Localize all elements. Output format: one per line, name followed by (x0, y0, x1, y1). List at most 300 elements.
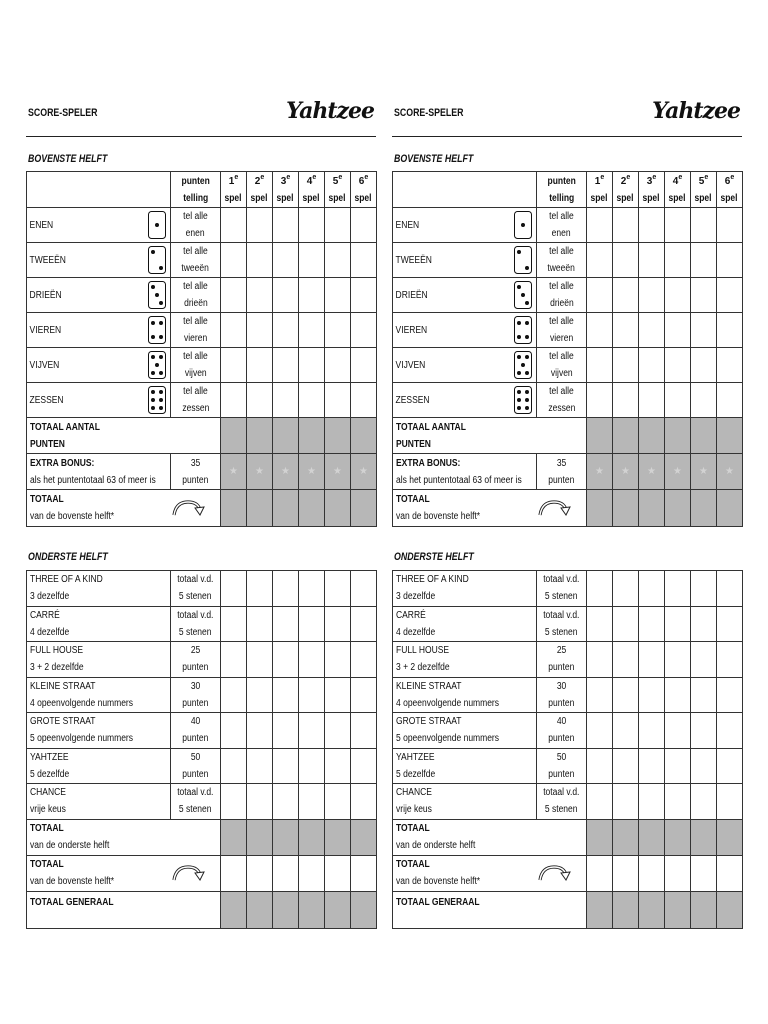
score-card (26, 98, 376, 908)
score-cell[interactable] (717, 784, 743, 820)
score-cell[interactable] (587, 571, 613, 607)
score-cell-shaded (639, 418, 665, 454)
score-cell[interactable] (717, 313, 743, 348)
upper-row-name-cell (393, 278, 537, 313)
score-cell[interactable] (613, 383, 639, 418)
score-cell[interactable] (351, 713, 377, 749)
total-points-row (393, 418, 743, 454)
score-cell-shaded (665, 418, 691, 454)
score-cell-shaded (587, 819, 613, 855)
score-cell[interactable] (691, 348, 717, 383)
score-cell[interactable] (639, 383, 665, 418)
curved-arrow-icon (172, 499, 220, 517)
bonus-label: EXTRA BONUS: als het puntentotaal 63 of meer is (27, 454, 171, 490)
score-cell[interactable] (665, 208, 691, 243)
score-cell[interactable] (717, 383, 743, 418)
upper-row-scoring-rule: tel alle tweeën (537, 243, 587, 278)
total-points-label: TOTAAL AANTAL PUNTEN (27, 418, 221, 454)
score-cell[interactable] (717, 642, 743, 678)
header-row (27, 172, 377, 208)
score-cell[interactable] (613, 748, 639, 784)
blank-header-cell (27, 172, 171, 208)
score-cell-shaded (691, 819, 717, 855)
upper-row-name-cell (393, 348, 537, 383)
game-column-header: 6e spel (717, 172, 743, 208)
bonus-star-cell (587, 454, 613, 490)
score-cell[interactable] (665, 313, 691, 348)
score-cell[interactable] (587, 243, 613, 278)
upper-row (393, 243, 743, 278)
lower-row-name: CARRÉ (30, 609, 60, 621)
score-cell[interactable] (273, 278, 299, 313)
total-points-label: TOTAAL AANTAL PUNTEN (393, 418, 587, 454)
score-cell[interactable] (665, 606, 691, 642)
bonus-row (27, 454, 377, 490)
score-cell-shaded (665, 819, 691, 855)
score-cell[interactable] (613, 642, 639, 678)
lower-row-scoring-rule: totaal v.d. 5 stenen (171, 571, 221, 607)
bonus-star-cell (221, 454, 247, 490)
score-cell[interactable] (325, 383, 351, 418)
score-cell[interactable] (325, 571, 351, 607)
score-cell[interactable] (351, 642, 377, 678)
score-cell[interactable] (665, 855, 691, 891)
score-cell[interactable] (221, 784, 247, 820)
die-icon (514, 316, 536, 344)
score-cell[interactable] (221, 278, 247, 313)
score-cell[interactable] (273, 748, 299, 784)
score-cell[interactable] (717, 855, 743, 891)
score-cell[interactable] (717, 348, 743, 383)
lower-row-name-cell (393, 784, 537, 820)
bonus-row (393, 454, 743, 490)
points-column-header: punten telling (537, 172, 587, 208)
game-column-header: 5e spel (691, 172, 717, 208)
game-column-header: 4e spel (299, 172, 325, 208)
score-cell[interactable] (247, 642, 273, 678)
lower-row-scoring-rule: 25 punten (171, 642, 221, 678)
score-cell[interactable] (299, 642, 325, 678)
upper-row (27, 278, 377, 313)
score-cell[interactable] (639, 313, 665, 348)
score-cell[interactable] (587, 383, 613, 418)
score-cell[interactable] (665, 784, 691, 820)
lower-row-description: 5 opeenvolgende nummers (396, 733, 500, 745)
star-icon: ★ (307, 466, 316, 477)
grand-total-row (27, 891, 377, 928)
score-cell[interactable] (691, 243, 717, 278)
score-cell[interactable] (273, 784, 299, 820)
score-cell[interactable] (247, 278, 273, 313)
score-cell[interactable] (587, 278, 613, 313)
score-cell[interactable] (273, 348, 299, 383)
upper-row (393, 208, 743, 243)
lower-row (27, 713, 377, 749)
upper-total-label: TOTAAL van de bovenste helft* (27, 490, 221, 527)
score-cell[interactable] (665, 713, 691, 749)
score-cell[interactable] (325, 208, 351, 243)
score-cell[interactable] (221, 348, 247, 383)
score-cell[interactable] (691, 571, 717, 607)
score-cell-shaded (325, 490, 351, 527)
lower-row-name: THREE OF A KIND (30, 574, 103, 586)
score-cell-shaded (587, 891, 613, 928)
score-cell[interactable] (587, 677, 613, 713)
grand-total-label: TOTAAL GENERAAL (27, 891, 221, 928)
bonus-star-cell (613, 454, 639, 490)
score-cell[interactable] (247, 348, 273, 383)
upper-row (393, 313, 743, 348)
score-cell[interactable] (247, 855, 273, 891)
score-cell[interactable] (691, 606, 717, 642)
score-cell[interactable] (587, 348, 613, 383)
score-cell[interactable] (299, 208, 325, 243)
upper-row-scoring-rule: tel alle drieën (171, 278, 221, 313)
die-icon (148, 316, 170, 344)
game-column-header: 6e spel (351, 172, 377, 208)
game-column-header: 5e spel (325, 172, 351, 208)
lower-row (393, 606, 743, 642)
score-cell[interactable] (221, 713, 247, 749)
upper-row-name-cell (27, 383, 171, 418)
lower-row-name-cell (393, 677, 537, 713)
score-cell[interactable] (351, 313, 377, 348)
score-cell[interactable] (639, 642, 665, 678)
score-cell[interactable] (717, 278, 743, 313)
score-cell[interactable] (665, 677, 691, 713)
score-cell[interactable] (639, 784, 665, 820)
score-cell[interactable] (639, 243, 665, 278)
score-cell[interactable] (247, 243, 273, 278)
curved-arrow-icon (172, 864, 220, 882)
score-cell[interactable] (691, 748, 717, 784)
score-cell[interactable] (299, 677, 325, 713)
score-cell[interactable] (691, 278, 717, 313)
lower-row-name-cell (27, 713, 171, 749)
score-cell[interactable] (587, 748, 613, 784)
score-cell[interactable] (665, 571, 691, 607)
score-cell[interactable] (299, 855, 325, 891)
score-cell[interactable] (587, 208, 613, 243)
lower-row-description: 3 + 2 dezelfde (396, 662, 450, 674)
score-cell[interactable] (613, 606, 639, 642)
upper-total-row (393, 490, 743, 527)
lower-row-name: FULL HOUSE (30, 645, 84, 657)
lower-row-name: YAHTZEE (396, 751, 435, 763)
score-cell[interactable] (325, 784, 351, 820)
score-cell[interactable] (273, 208, 299, 243)
score-cell[interactable] (221, 313, 247, 348)
score-cell-shaded (613, 819, 639, 855)
score-cell[interactable] (587, 713, 613, 749)
score-cell[interactable] (639, 855, 665, 891)
score-cell[interactable] (613, 677, 639, 713)
score-cell-shaded (613, 418, 639, 454)
score-cell-shaded (639, 891, 665, 928)
score-cell[interactable] (587, 642, 613, 678)
score-cell[interactable] (299, 383, 325, 418)
upper-score-table (392, 171, 743, 527)
score-cell[interactable] (351, 748, 377, 784)
score-cell-shaded (247, 819, 273, 855)
bonus-star-cell (273, 454, 299, 490)
upper-row-name: DRIEËN (395, 289, 428, 301)
score-cell[interactable] (351, 208, 377, 243)
score-cell[interactable] (717, 606, 743, 642)
score-cell[interactable] (639, 278, 665, 313)
score-cell-shaded (691, 418, 717, 454)
score-cell[interactable] (325, 855, 351, 891)
score-cell[interactable] (639, 348, 665, 383)
score-cell[interactable] (351, 243, 377, 278)
score-cell[interactable] (273, 642, 299, 678)
score-cell[interactable] (639, 571, 665, 607)
lower-row (393, 677, 743, 713)
score-cell[interactable] (247, 784, 273, 820)
score-cell[interactable] (273, 243, 299, 278)
score-cell[interactable] (351, 784, 377, 820)
score-cell[interactable] (613, 278, 639, 313)
score-cell[interactable] (299, 748, 325, 784)
score-cell[interactable] (691, 713, 717, 749)
score-cell[interactable] (273, 677, 299, 713)
score-cell-shaded (221, 490, 247, 527)
score-cell[interactable] (351, 348, 377, 383)
score-cell[interactable] (587, 855, 613, 891)
score-cell[interactable] (273, 571, 299, 607)
score-cell[interactable] (639, 208, 665, 243)
score-cell[interactable] (273, 855, 299, 891)
score-cell[interactable] (613, 243, 639, 278)
score-cell[interactable] (717, 571, 743, 607)
die-icon (514, 246, 536, 274)
score-cell[interactable] (273, 713, 299, 749)
score-cell[interactable] (247, 313, 273, 348)
upper-row-name: DRIEËN (29, 289, 62, 301)
score-cell[interactable] (613, 313, 639, 348)
lower-score-table (26, 570, 377, 929)
game-column-header: 2e spel (247, 172, 273, 208)
score-cell-shaded (351, 891, 377, 928)
star-icon: ★ (229, 466, 238, 477)
score-cell[interactable] (325, 748, 351, 784)
lower-row-name: GROTE STRAAT (30, 716, 96, 728)
star-icon: ★ (595, 466, 604, 477)
score-cell[interactable] (691, 208, 717, 243)
score-cell[interactable] (247, 208, 273, 243)
score-cell[interactable] (587, 313, 613, 348)
score-cell[interactable] (717, 677, 743, 713)
lower-row (393, 571, 743, 607)
upper-row-scoring-rule: tel alle zessen (537, 383, 587, 418)
lower-row-name: CARRÉ (396, 609, 426, 621)
score-cell[interactable] (691, 677, 717, 713)
score-cell[interactable] (665, 383, 691, 418)
score-cell[interactable] (691, 383, 717, 418)
upper-row (27, 383, 377, 418)
lower-total-label: TOTAAL van de onderste helft (27, 819, 221, 855)
lower-row-name-cell (393, 642, 537, 678)
score-cell[interactable] (325, 278, 351, 313)
score-cell[interactable] (299, 606, 325, 642)
score-cell[interactable] (325, 606, 351, 642)
score-cell[interactable] (639, 748, 665, 784)
score-cell[interactable] (221, 571, 247, 607)
score-cell[interactable] (717, 243, 743, 278)
bonus-value: 35 punten (537, 454, 587, 490)
score-cell[interactable] (665, 748, 691, 784)
lower-row-description: 5 dezelfde (30, 768, 70, 780)
total-points-row (27, 418, 377, 454)
score-cell[interactable] (639, 606, 665, 642)
die-icon (514, 281, 536, 309)
star-icon: ★ (725, 466, 734, 477)
score-cell[interactable] (587, 784, 613, 820)
bonus-star-cell (351, 454, 377, 490)
score-cell[interactable] (665, 278, 691, 313)
score-cell[interactable] (665, 348, 691, 383)
score-cell[interactable] (299, 243, 325, 278)
upper-row-scoring-rule: tel alle vieren (171, 313, 221, 348)
die-icon (148, 246, 170, 274)
yahtzee-logo: Yahtzee (286, 98, 374, 124)
upper-total-row (27, 490, 377, 527)
score-cell[interactable] (247, 383, 273, 418)
score-cell[interactable] (221, 677, 247, 713)
score-cell-shaded (639, 819, 665, 855)
lower-upper-total-label: TOTAAL van de bovenste helft* (393, 855, 587, 891)
upper-row (27, 243, 377, 278)
upper-row-name: TWEEËN (395, 254, 432, 266)
score-cell[interactable] (247, 571, 273, 607)
die-icon (514, 386, 536, 414)
score-cell[interactable] (325, 642, 351, 678)
upper-section-title: BOVENSTE HELFT (28, 153, 108, 165)
score-cell[interactable] (613, 208, 639, 243)
upper-row-scoring-rule: tel alle enen (171, 208, 221, 243)
score-cell[interactable] (351, 383, 377, 418)
score-cell[interactable] (325, 713, 351, 749)
die-icon (148, 386, 170, 414)
lower-row-name: KLEINE STRAAT (396, 680, 462, 692)
score-cell[interactable] (325, 313, 351, 348)
score-cell[interactable] (325, 677, 351, 713)
score-cell[interactable] (299, 313, 325, 348)
score-cell[interactable] (639, 713, 665, 749)
lower-row-scoring-rule: totaal v.d. 5 stenen (537, 571, 587, 607)
score-cell[interactable] (665, 642, 691, 678)
score-cell[interactable] (613, 784, 639, 820)
score-cell[interactable] (613, 855, 639, 891)
score-cell[interactable] (247, 606, 273, 642)
bonus-star-cell (325, 454, 351, 490)
bonus-star-cell (299, 454, 325, 490)
score-cell[interactable] (221, 208, 247, 243)
score-cell[interactable] (351, 571, 377, 607)
score-cell[interactable] (247, 713, 273, 749)
score-cell-shaded (665, 891, 691, 928)
score-cell[interactable] (691, 855, 717, 891)
lower-row-description: 3 dezelfde (396, 591, 436, 603)
lower-total-label: TOTAAL van de onderste helft (393, 819, 587, 855)
score-cell[interactable] (221, 642, 247, 678)
score-cell[interactable] (639, 677, 665, 713)
upper-row-name: ZESSEN (395, 394, 430, 406)
lower-row-description: 5 dezelfde (396, 768, 436, 780)
star-icon: ★ (333, 466, 342, 477)
lower-row-name: GROTE STRAAT (396, 716, 462, 728)
lower-row-description: 4 dezelfde (396, 626, 436, 638)
score-cell[interactable] (299, 713, 325, 749)
score-cell[interactable] (613, 348, 639, 383)
score-cell[interactable] (325, 243, 351, 278)
bonus-star-cell (247, 454, 273, 490)
score-cell[interactable] (221, 243, 247, 278)
score-cell[interactable] (613, 571, 639, 607)
score-cell[interactable] (691, 313, 717, 348)
score-cell[interactable] (221, 606, 247, 642)
score-cell-shaded (351, 819, 377, 855)
star-icon: ★ (647, 466, 656, 477)
lower-row (27, 784, 377, 820)
score-cell[interactable] (247, 748, 273, 784)
upper-row-scoring-rule: tel alle vijven (171, 348, 221, 383)
score-cell[interactable] (247, 677, 273, 713)
score-cell[interactable] (273, 606, 299, 642)
score-cell[interactable] (299, 784, 325, 820)
bonus-value: 35 punten (171, 454, 221, 490)
lower-row-description: vrije keus (30, 804, 66, 816)
score-cell[interactable] (351, 278, 377, 313)
upper-row-name: TWEEËN (29, 254, 66, 266)
score-cell[interactable] (587, 606, 613, 642)
lower-row-name: CHANCE (30, 787, 66, 799)
score-cell[interactable] (691, 642, 717, 678)
upper-section-title: BOVENSTE HELFT (394, 153, 474, 165)
score-cell[interactable] (299, 278, 325, 313)
score-cell[interactable] (717, 748, 743, 784)
score-cell[interactable] (717, 713, 743, 749)
score-cell-shaded (351, 490, 377, 527)
score-cell-shaded (665, 490, 691, 527)
score-cell[interactable] (325, 348, 351, 383)
score-cell[interactable] (717, 208, 743, 243)
lower-row-scoring-rule: 25 punten (537, 642, 587, 678)
score-cell-shaded (351, 418, 377, 454)
grand-total-row (393, 891, 743, 928)
score-cell-shaded (587, 490, 613, 527)
lower-row-scoring-rule: 40 punten (171, 713, 221, 749)
score-cell[interactable] (273, 313, 299, 348)
score-cell[interactable] (221, 855, 247, 891)
score-cell[interactable] (299, 348, 325, 383)
score-cell[interactable] (351, 606, 377, 642)
score-cell[interactable] (665, 243, 691, 278)
lower-total-row (393, 819, 743, 855)
die-icon (514, 351, 536, 379)
score-cell[interactable] (351, 677, 377, 713)
score-cell[interactable] (221, 383, 247, 418)
star-icon: ★ (621, 466, 630, 477)
score-cell[interactable] (351, 855, 377, 891)
lower-row (27, 571, 377, 607)
score-cell[interactable] (221, 748, 247, 784)
score-cell[interactable] (613, 713, 639, 749)
lower-row-name: CHANCE (396, 787, 432, 799)
score-cell[interactable] (273, 383, 299, 418)
score-cell[interactable] (299, 571, 325, 607)
score-cell[interactable] (691, 784, 717, 820)
